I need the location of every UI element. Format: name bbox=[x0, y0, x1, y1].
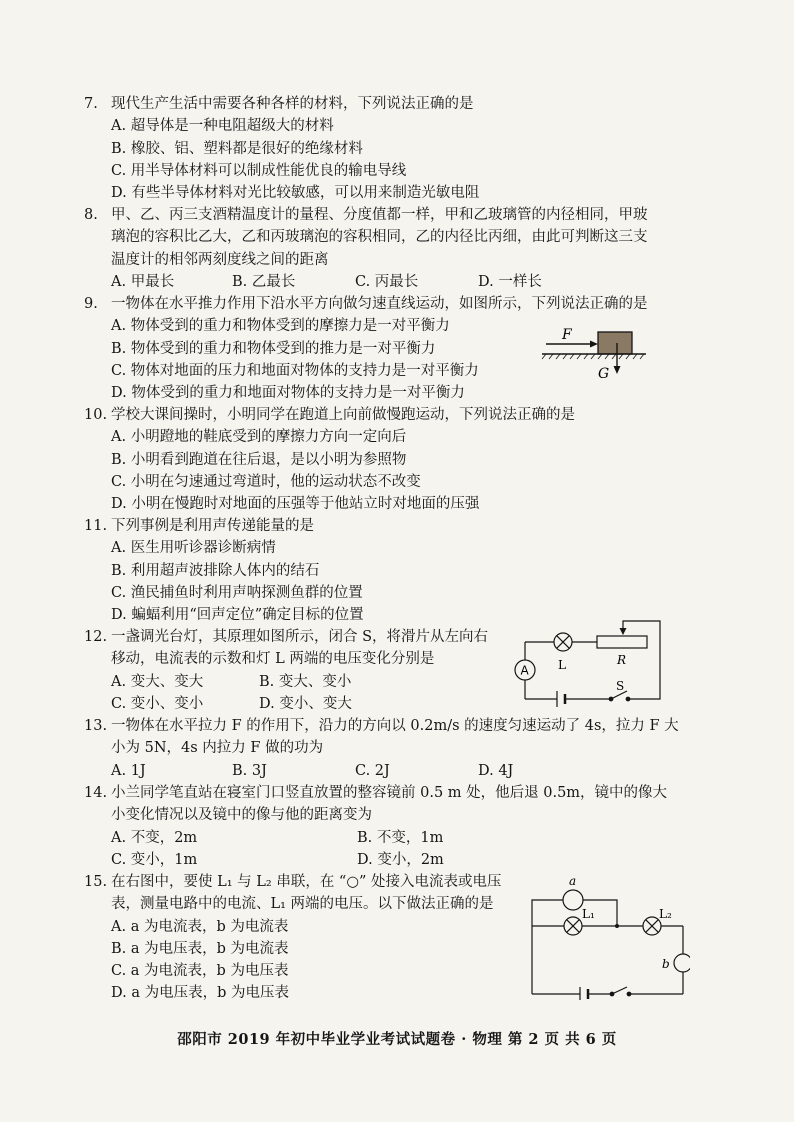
meter-a-symbol bbox=[563, 890, 583, 910]
lamp-l1-symbol bbox=[564, 917, 582, 935]
options-row-2 bbox=[84, 693, 488, 715]
slider-arrow bbox=[620, 628, 627, 635]
options-row-1 bbox=[84, 827, 667, 849]
question-12 bbox=[84, 626, 488, 715]
option-d: D. 有些半导体材料对光比较敏感，可以用来制造光敏电阻 bbox=[111, 185, 480, 202]
question-14 bbox=[84, 782, 667, 871]
question-stem-line-2: 移动，电流表的示数和灯 L 两端的电压变化分别是 bbox=[111, 651, 435, 668]
lamp-l2-label: L₂ bbox=[659, 907, 672, 921]
question-stem-line-1: 在右图中，要使 L₁ 与 L₂ 串联，在 “○” 处接入电流表或电压 bbox=[111, 874, 502, 890]
question-stem-line-2: 小变化情况以及镜中的像与他的距离变为 bbox=[111, 807, 372, 824]
option-a: A. 超导体是一种电阻超级大的材料 bbox=[111, 118, 334, 135]
question-number: 7. bbox=[84, 96, 98, 112]
question-stem-line-3: 温度计的相邻两刻度线之间的距离 bbox=[111, 251, 329, 268]
force-arrow-head bbox=[590, 341, 598, 348]
question-stem-line-1: 一物体在水平拉力 F 的作用下，沿力的方向以 0.2m/s 的速度匀速运动了 4s，拉力 F 大 bbox=[111, 718, 679, 734]
option-c: C. 渔民捕鱼时利用声呐探测鱼群的位置 bbox=[111, 584, 363, 601]
options-row bbox=[84, 271, 648, 293]
page-footer: 邵阳市 2019 年初中毕业学业考试试题卷 · 物理 第 2 页 共 6 页 bbox=[177, 1031, 617, 1048]
option-d: D. 小明在慢跑时对地面的压强等于他站立时对地面的压强 bbox=[111, 496, 480, 513]
question-stem: 学校大课间操时，小明同学在跑道上向前做慢跑运动，下列说法正确的是 bbox=[111, 407, 575, 423]
option-d: D. 蝙蝠利用“回声定位”确定目标的位置 bbox=[111, 607, 364, 624]
question-11 bbox=[84, 515, 364, 626]
question-number: 10. bbox=[84, 407, 108, 423]
question-number: 8. bbox=[84, 207, 98, 223]
option-c: C. 用半导体材料可以制成性能优良的输电导线 bbox=[111, 162, 407, 179]
question-stem-line-1: 一盏调光台灯，其原理如图所示，闭合 S，将滑片从左向右 bbox=[111, 629, 489, 645]
gravity-arrow-head bbox=[614, 366, 621, 374]
meter-b-label: b bbox=[662, 957, 670, 971]
question-stem-line-1: 甲、乙、丙三支酒精温度计的量程、分度值都一样，甲和乙玻璃管的内径相同，甲玻 bbox=[111, 207, 648, 223]
option-d: D. 4J bbox=[478, 762, 514, 779]
option-d: D. 变小，2m bbox=[357, 851, 444, 868]
option-c: C. 变小、变小 bbox=[111, 695, 204, 712]
question-stem-line-2: 璃泡的容积比乙大，乙和丙玻璃泡的容积相同，乙的内径比丙细，由此可判断这三支 bbox=[111, 229, 648, 246]
question-stem: 下列事例是利用声传递能量的是 bbox=[111, 518, 314, 534]
option-a: A. 物体受到的重力和物体受到的摩擦力是一对平衡力 bbox=[111, 318, 450, 335]
option-b: B. 不变，1m bbox=[357, 829, 444, 846]
lamp-l1-label: L₁ bbox=[582, 907, 595, 921]
option-d: D. a 为电压表，b 为电压表 bbox=[111, 985, 289, 1002]
options-row bbox=[84, 760, 679, 782]
meter-a-label: a bbox=[569, 874, 577, 888]
question-13 bbox=[84, 715, 679, 782]
question-15 bbox=[84, 871, 502, 1005]
question-7 bbox=[84, 93, 479, 204]
meter-b-symbol bbox=[674, 954, 690, 972]
battery-symbol bbox=[557, 691, 565, 707]
option-d: D. 变小、变大 bbox=[259, 695, 352, 712]
question-number: 11. bbox=[84, 518, 108, 534]
option-a: A. 不变，2m bbox=[111, 829, 198, 846]
rheostat-label: R bbox=[617, 653, 627, 667]
question-number: 15. bbox=[84, 874, 108, 890]
force-diagram bbox=[540, 322, 650, 382]
option-c: C. 2J bbox=[355, 762, 390, 779]
option-c: C. 丙最长 bbox=[355, 273, 419, 290]
question-number: 14. bbox=[84, 785, 108, 801]
question-number: 13. bbox=[84, 718, 108, 734]
battery-symbol bbox=[580, 987, 588, 1000]
option-a: A. 小明蹬地的鞋底受到的摩擦力方向一定向后 bbox=[111, 429, 407, 446]
gravity-label: G bbox=[598, 366, 610, 382]
option-c: C. 物体对地面的压力和地面对物体的支持力是一对平衡力 bbox=[111, 362, 479, 379]
question-10 bbox=[84, 404, 575, 515]
question-number: 12. bbox=[84, 629, 108, 645]
ammeter-label: A bbox=[520, 663, 529, 678]
option-b: B. 小明看到跑道在往后退，是以小明为参照物 bbox=[111, 451, 407, 468]
question-8 bbox=[84, 204, 648, 293]
option-b: B. 利用超声波排除人体内的结石 bbox=[111, 562, 320, 579]
option-c: C. a 为电流表，b 为电压表 bbox=[111, 963, 289, 980]
option-b: B. 3J bbox=[232, 762, 267, 779]
option-a: A. 甲最长 bbox=[111, 273, 175, 290]
question-stem-line-2: 小为 5N，4s 内拉力 F 做的功为 bbox=[111, 740, 324, 757]
question-stem-line-2: 表，测量电路中的电流、L₁ 两端的电压。以下做法正确的是 bbox=[111, 896, 494, 913]
option-a: A. 医生用听诊器诊断病情 bbox=[111, 540, 276, 557]
options-row-1 bbox=[84, 671, 488, 693]
dimmer-circuit-diagram bbox=[510, 614, 670, 714]
rheostat bbox=[597, 636, 647, 648]
question-stem: 现代生产生活中需要各种各样的材料，下列说法正确的是 bbox=[111, 96, 474, 112]
switch-label: S bbox=[616, 679, 625, 693]
option-b: B. a 为电压表，b 为电流表 bbox=[111, 940, 289, 957]
option-d: D. 一样长 bbox=[478, 273, 542, 290]
option-d: D. 物体受到的重力和地面对物体的支持力是一对平衡力 bbox=[111, 385, 465, 402]
question-stem: 一物体在水平推力作用下沿水平方向做匀速直线运动，如图所示，下列说法正确的是 bbox=[111, 296, 648, 312]
question-number: 9. bbox=[84, 296, 98, 312]
ground-hatch bbox=[542, 354, 644, 359]
series-circuit-diagram bbox=[528, 868, 690, 1000]
junction-dot bbox=[615, 924, 619, 928]
option-a: A. 1J bbox=[111, 762, 146, 779]
force-label: F bbox=[562, 327, 572, 343]
option-c: C. 变小，1m bbox=[111, 851, 198, 868]
lamp-label: L bbox=[558, 658, 566, 672]
lamp-symbol bbox=[554, 633, 572, 651]
option-b: B. 物体受到的重力和物体受到的推力是一对平衡力 bbox=[111, 340, 436, 357]
option-a: A. a 为电流表，b 为电流表 bbox=[111, 918, 289, 935]
question-stem-line-1: 小兰同学笔直站在寝室门口竖直放置的整容镜前 0.5 m 处，他后退 0.5m，镜中的像大 bbox=[111, 785, 668, 801]
option-a: A. 变大、变大 bbox=[111, 673, 204, 690]
block bbox=[598, 332, 632, 354]
switch-symbol bbox=[610, 987, 631, 996]
option-c: C. 小明在匀速通过弯道时，他的运动状态不改变 bbox=[111, 473, 421, 490]
option-b: B. 橡胶、铝、塑料都是很好的绝缘材料 bbox=[111, 140, 363, 157]
option-b: B. 变大、变小 bbox=[259, 673, 352, 690]
option-b: B. 乙最长 bbox=[232, 273, 296, 290]
ammeter-symbol bbox=[515, 660, 535, 680]
